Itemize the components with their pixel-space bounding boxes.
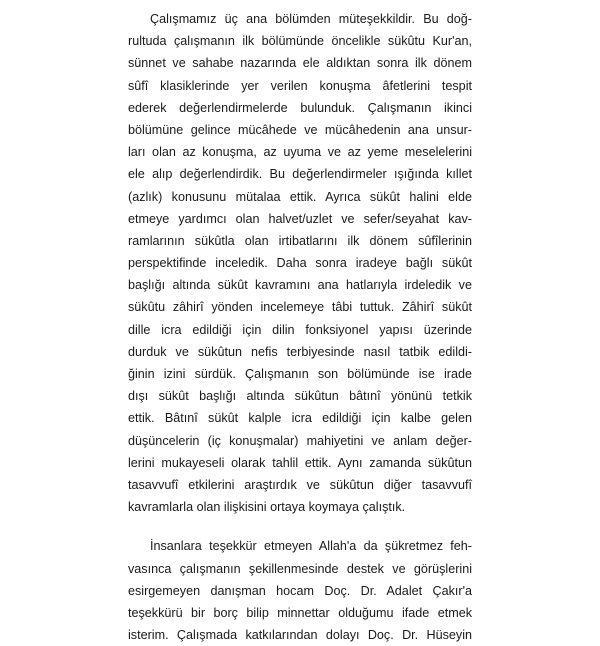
paragraph-2 xyxy=(128,535,472,646)
text-line: (azlık) konusunu mütalaa ettik. Ayrıca sükût halini elde xyxy=(128,189,472,204)
text-line: ğinin izini sürdük. Çalışmanın son bölümünde ise irade xyxy=(128,367,472,381)
text-line: ederek değerlendirmelerde bulunduk. Çalışmanın ikinci xyxy=(128,100,472,115)
text-line: bölümüne gelince mücâhede ve mücâhedenin ana unsur- xyxy=(128,122,472,137)
text-line: sünnet ve sahabe nazarında ele aldıktan sonra ilk dönem xyxy=(128,56,472,71)
text-line: isterim. Çalışmada katkılarından dolayı Doç. Dr. Hüseyin xyxy=(128,628,472,643)
text-line: durduk ve sükûtun nefis terbiyesinde nasıl tatbik edildi- xyxy=(128,344,472,359)
text-line: vasınca çalışmanın şekillenmesinde destek ve görüşlerini xyxy=(128,561,472,576)
text-line: tasavvufî etkilerini araştırdık ve sükûtun diğer tasavvufî xyxy=(128,477,472,492)
text-line: ları olan az konuşma, az uyuma ve az yeme meselelerini xyxy=(128,145,472,160)
text-line: Çalışmamız üç ana bölümden müteşekkildir. Bu doğ- xyxy=(150,12,472,26)
document-page xyxy=(128,8,472,646)
text-line: perspektifinde inceledik. Daha sonra iradeye bağlı sükût xyxy=(128,256,472,271)
text-line: dışı sükût başlığı altında sükûtun bâtınî yönünü tetkik xyxy=(128,389,472,404)
text-line: lerini mukayeseli olarak tahlil ettik. Aynı zamanda sükûtun xyxy=(128,455,472,470)
text-line: ele alıp değerlendirdik. Bu değerlendirmeler ışığında kıllet xyxy=(128,167,472,182)
text-line: etmeye yardımcı olan halvet/uzlet ve sefer/seyahat kav- xyxy=(128,211,472,226)
text-line: kavramlarla olan ilişkisini ortaya koymaya çalıştık. xyxy=(128,500,406,515)
paragraph-spacer xyxy=(128,518,472,535)
paragraph-1 xyxy=(128,8,472,518)
text-line: sûfî klasiklerinde yer verilen konuşma âfetlerini tespit xyxy=(128,78,472,93)
text-line: teşekkürü bir borç bilip minnettar olduğumu ifade etmek xyxy=(128,605,472,620)
text-line: İnsanlara teşekkür etmeyen Allah'a da şükretmez feh- xyxy=(150,539,472,554)
text-line: sükûtu zâhirî yönden incelemeye tâbi tuttuk. Zâhirî sükût xyxy=(128,300,472,315)
text-line: ramlarının sükûtla olan irtibatlarını ilk dönem sûfîlerinin xyxy=(128,233,472,248)
text-line: esirgemeyen danışman hocam Doç. Dr. Adalet Çakır'a xyxy=(128,583,472,598)
text-line: dille icra edildiği için dilin fonksiyonel yapısı üzerinde xyxy=(128,322,472,337)
text-line: düşüncelerin (iç konuşmalar) mahiyetini ve anlam değer- xyxy=(128,433,472,448)
text-line: ettik. Bâtınî sükût kalple icra edildiği için kalbe gelen xyxy=(128,411,472,426)
text-line: başlığı altında sükût kavramını ana hatlarıyla irdeledik ve xyxy=(128,278,472,293)
text-line: rultuda çalışmanın ilk bölümünde öncelikle sükûtu Kur'an, xyxy=(128,34,472,49)
